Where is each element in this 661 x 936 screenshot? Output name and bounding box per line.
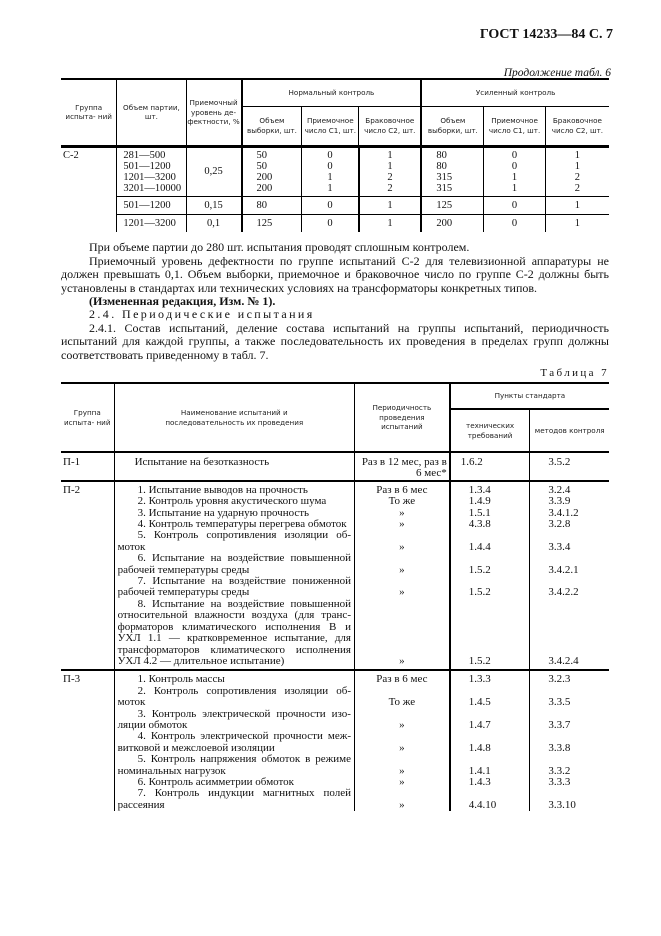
- value: 200: [421, 214, 484, 232]
- paragraph-test-composition: 2.4.1. Состав испытаний, деление состава испытаний на группы испытаний, периодичность испытаний для каждой группы, а также последовательность их проведения в пределах групп должны соответствовать приведенному в табл. 7.: [61, 321, 609, 362]
- header-lot-volume: Объем партии, шт.: [117, 79, 186, 146]
- value: 0: [302, 214, 359, 232]
- table-row: [61, 214, 609, 232]
- header-tech-requirements: технических требований: [450, 409, 530, 452]
- value: 0: [327, 160, 333, 172]
- test-name: Испытание на безотказность: [114, 452, 354, 481]
- header-group: Группа испыта- ний: [61, 383, 114, 452]
- test-name: 1. Контроль массы: [137, 673, 225, 686]
- test-periodicity: »: [399, 798, 405, 811]
- test-name: 5. Контроль напряжения обмоток в режиме номинальных нагрузок: [117, 753, 351, 777]
- test-name: 6. Испытание на воздействие повышенной рабочей температуры среды: [117, 552, 351, 576]
- test-periodicity: »: [399, 506, 405, 519]
- value: 1: [327, 182, 333, 194]
- tech-clause: 1.4.1: [468, 764, 491, 777]
- test-name: 3. Испытание на ударную прочность: [137, 506, 310, 519]
- header-group: Группа испыта- ний: [61, 79, 117, 146]
- tech-clause: 1.5.2: [468, 563, 491, 576]
- value: 2: [574, 182, 580, 194]
- value: 315: [436, 171, 453, 183]
- header-periodicity: Периодичность проведения испытаний: [354, 383, 449, 452]
- value: 80: [242, 196, 302, 214]
- tech-clause: 1.4.8: [468, 741, 491, 754]
- paragraph-full-control: При объеме партии до 280 шт. испытания проводят сплошным контролем.: [89, 240, 470, 254]
- test-name: 7. Испытание на воздействие пониженной рабочей температуры среды: [117, 575, 351, 599]
- method-clause: 3.2.4: [548, 483, 571, 496]
- value: 1: [359, 196, 422, 214]
- group-cell: П-1: [61, 452, 114, 481]
- test-name: 4. Контроль температуры перегрева обмоток: [137, 518, 347, 531]
- tech-clause: 1.3.4: [468, 483, 491, 496]
- value: 2: [574, 171, 580, 183]
- lot-range: 1201—3200: [123, 171, 176, 183]
- test-periodicity: »: [399, 540, 405, 553]
- header-standard-clauses: Пункты стандарта: [450, 383, 609, 409]
- header-accept-number-tightened: Приемочное число C1, шт.: [484, 106, 545, 146]
- value: 50: [256, 149, 268, 161]
- test-periodicity: »: [399, 563, 405, 576]
- method-clause: 3.3.9: [548, 495, 571, 508]
- value: 1: [574, 160, 580, 172]
- value: 80: [436, 160, 447, 172]
- value: 2: [387, 182, 393, 194]
- method-clause: 3.4.2.1: [548, 563, 579, 576]
- test-periodicity: Раз в 12 мес, раз в 6 мес*: [354, 452, 449, 481]
- method-clause: 3.4.1.2: [548, 506, 579, 519]
- tech-clause: 1.4.9: [468, 495, 491, 508]
- tech-clause: 4.4.10: [468, 798, 497, 811]
- table-row: [61, 196, 609, 214]
- test-periodicity: То же: [388, 495, 416, 508]
- test-name: 8. Испытание на воздействие повышенной относительной влажности воздуха (для транс- форматоров климатического исполнения В и УХЛ 1.1 — кратковременное испытание, для трансформаторов климатического исполнения УХЛ 4.2 — длительное испытание): [117, 597, 351, 667]
- test-periodicity: Раз в 6 мес: [376, 673, 428, 686]
- value: 125: [421, 196, 484, 214]
- method-clause: 3.3.3: [548, 775, 571, 788]
- test-periodicity: »: [399, 518, 405, 531]
- acceptance-level: 0,15: [186, 196, 241, 214]
- table-row: [61, 146, 609, 196]
- tech-clause: 1.6.2: [450, 452, 530, 481]
- test-name: 2. Контроль уровня акустического шума: [137, 495, 327, 508]
- value: 0: [511, 160, 518, 172]
- value: 1: [545, 196, 609, 214]
- test-periodicity: »: [399, 775, 405, 788]
- method-clause: 3.3.7: [548, 718, 571, 731]
- test-name: 4. Контроль электрической прочности меж- витковой и межслоевой изоляции: [117, 730, 351, 754]
- value: 0: [484, 196, 545, 214]
- table7-caption: Таблица 7: [540, 367, 609, 379]
- value: 1: [511, 182, 518, 194]
- test-periodicity: »: [399, 718, 405, 731]
- value: 125: [242, 214, 302, 232]
- method-clause: 3.4.2.4: [548, 654, 579, 667]
- method-clause: 3.3.10: [548, 798, 576, 811]
- table6-continuation-label: Продолжение табл. 6: [503, 67, 611, 79]
- header-reject-number-tightened: Браковочное число C2, шт.: [545, 106, 609, 146]
- value: 200: [256, 182, 273, 194]
- method-clause: 3.3.2: [548, 764, 571, 777]
- test-periodicity: Раз в 6 мес: [376, 483, 428, 496]
- lot-range: 501—1200: [117, 196, 186, 214]
- value: 50: [256, 160, 268, 172]
- method-clause: 3.5.2: [530, 452, 609, 481]
- test-periodicity: »: [399, 741, 405, 754]
- value: 0: [302, 196, 359, 214]
- test-name: 5. Контроль сопротивления изоляции об- моток: [117, 529, 351, 553]
- test-periodicity: »: [399, 764, 405, 777]
- test-name: 1. Испытание выводов на прочность: [137, 483, 308, 496]
- value: 0: [327, 149, 333, 161]
- tech-clause: 1.4.7: [468, 718, 491, 731]
- test-name: 7. Контроль индукции магнитных полей рассеяния: [117, 787, 351, 811]
- header-reject-number: Браковочное число C2, шт.: [359, 106, 422, 146]
- tech-clause: 4.3.8: [468, 518, 491, 531]
- lot-range: 281—500: [123, 149, 166, 161]
- table-7: [61, 382, 609, 811]
- value: 1: [387, 149, 393, 161]
- test-periodicity: »: [399, 654, 405, 667]
- tech-clause: 1.4.4: [468, 540, 491, 553]
- method-clause: 3.4.2.2: [548, 586, 579, 599]
- value: 1: [574, 149, 580, 161]
- method-clause: 3.2.3: [548, 673, 571, 686]
- group-cell: С-2: [63, 149, 79, 161]
- tech-clause: 1.4.3: [468, 775, 491, 788]
- value: 1: [387, 160, 393, 172]
- value: 0: [484, 214, 545, 232]
- paragraph-revision-note: (Измененная редакция, Изм. № 1).: [89, 294, 276, 308]
- tech-clause: 1.5.2: [468, 654, 491, 667]
- test-name: 6. Контроль асимметрии обмоток: [137, 775, 295, 788]
- header-accept-number: Приемочное число C1, шт.: [302, 106, 359, 146]
- page-header: ГОСТ 14233—84 С. 7: [479, 27, 613, 42]
- tech-clause: 1.3.3: [468, 673, 491, 686]
- tech-clause: 1.5.1: [468, 506, 491, 519]
- lot-range: 501—1200: [123, 160, 171, 172]
- header-test-name: Наименование испытаний и последовательность их проведения: [114, 383, 354, 452]
- value: 0: [511, 149, 518, 161]
- group-cell: П-3: [63, 673, 81, 686]
- value: 1: [359, 214, 422, 232]
- method-clause: 3.3.4: [548, 540, 571, 553]
- test-name: 3. Контроль электрической прочности изо- ляции обмоток: [117, 707, 351, 731]
- tech-clause: 1.4.5: [468, 696, 491, 709]
- table-row-group-p2: [61, 481, 609, 671]
- table-6: [61, 78, 609, 232]
- value: 1: [511, 171, 518, 183]
- test-periodicity: »: [399, 586, 405, 599]
- header-tightened-control: Усиленный контроль: [421, 79, 609, 106]
- value: 200: [256, 171, 273, 183]
- value: 315: [436, 182, 453, 194]
- value: 2: [387, 171, 393, 183]
- section-heading-periodic-tests: 2.4. Периодические испытания: [89, 307, 315, 321]
- header-control-methods: методов контроля: [530, 409, 609, 452]
- table-row-group-p1: [61, 452, 609, 481]
- method-clause: 3.3.5: [548, 696, 571, 709]
- value: 80: [436, 149, 447, 161]
- header-sample-volume: Объем выборки, шт.: [242, 106, 302, 146]
- header-normal-control: Нормальный контроль: [242, 79, 422, 106]
- lot-range: 3201—10000: [123, 182, 182, 194]
- method-clause: 3.3.8: [548, 741, 571, 754]
- group-cell: П-2: [61, 481, 114, 671]
- acceptance-level: 0,25: [186, 146, 241, 196]
- method-clause: 3.2.8: [548, 518, 571, 531]
- acceptance-level: 0,1: [186, 214, 241, 232]
- tech-clause: 1.5.2: [468, 586, 491, 599]
- lot-range: 1201—3200: [117, 214, 186, 232]
- value: 1: [545, 214, 609, 232]
- header-acceptance-level: Приемочный уровень де- фектности, %: [186, 79, 241, 146]
- paragraph-defect-level: Приемочный уровень дефектности по группе испытаний С-2 для телевизионной аппаратуры не должен превышать 0,1. Объем выборки, приемочное и браковочное число по группе С-2 должны быть установлены в стандартах или технических условиях на трансформаторы конкретных типов.: [61, 254, 609, 295]
- test-periodicity: То же: [388, 696, 416, 709]
- value: 1: [327, 171, 333, 183]
- header-sample-volume-tightened: Объем выборки, шт.: [421, 106, 484, 146]
- table-row-group-p3: [61, 670, 609, 811]
- test-name: 2. Контроль сопротивления изоляции об- моток: [117, 684, 351, 709]
